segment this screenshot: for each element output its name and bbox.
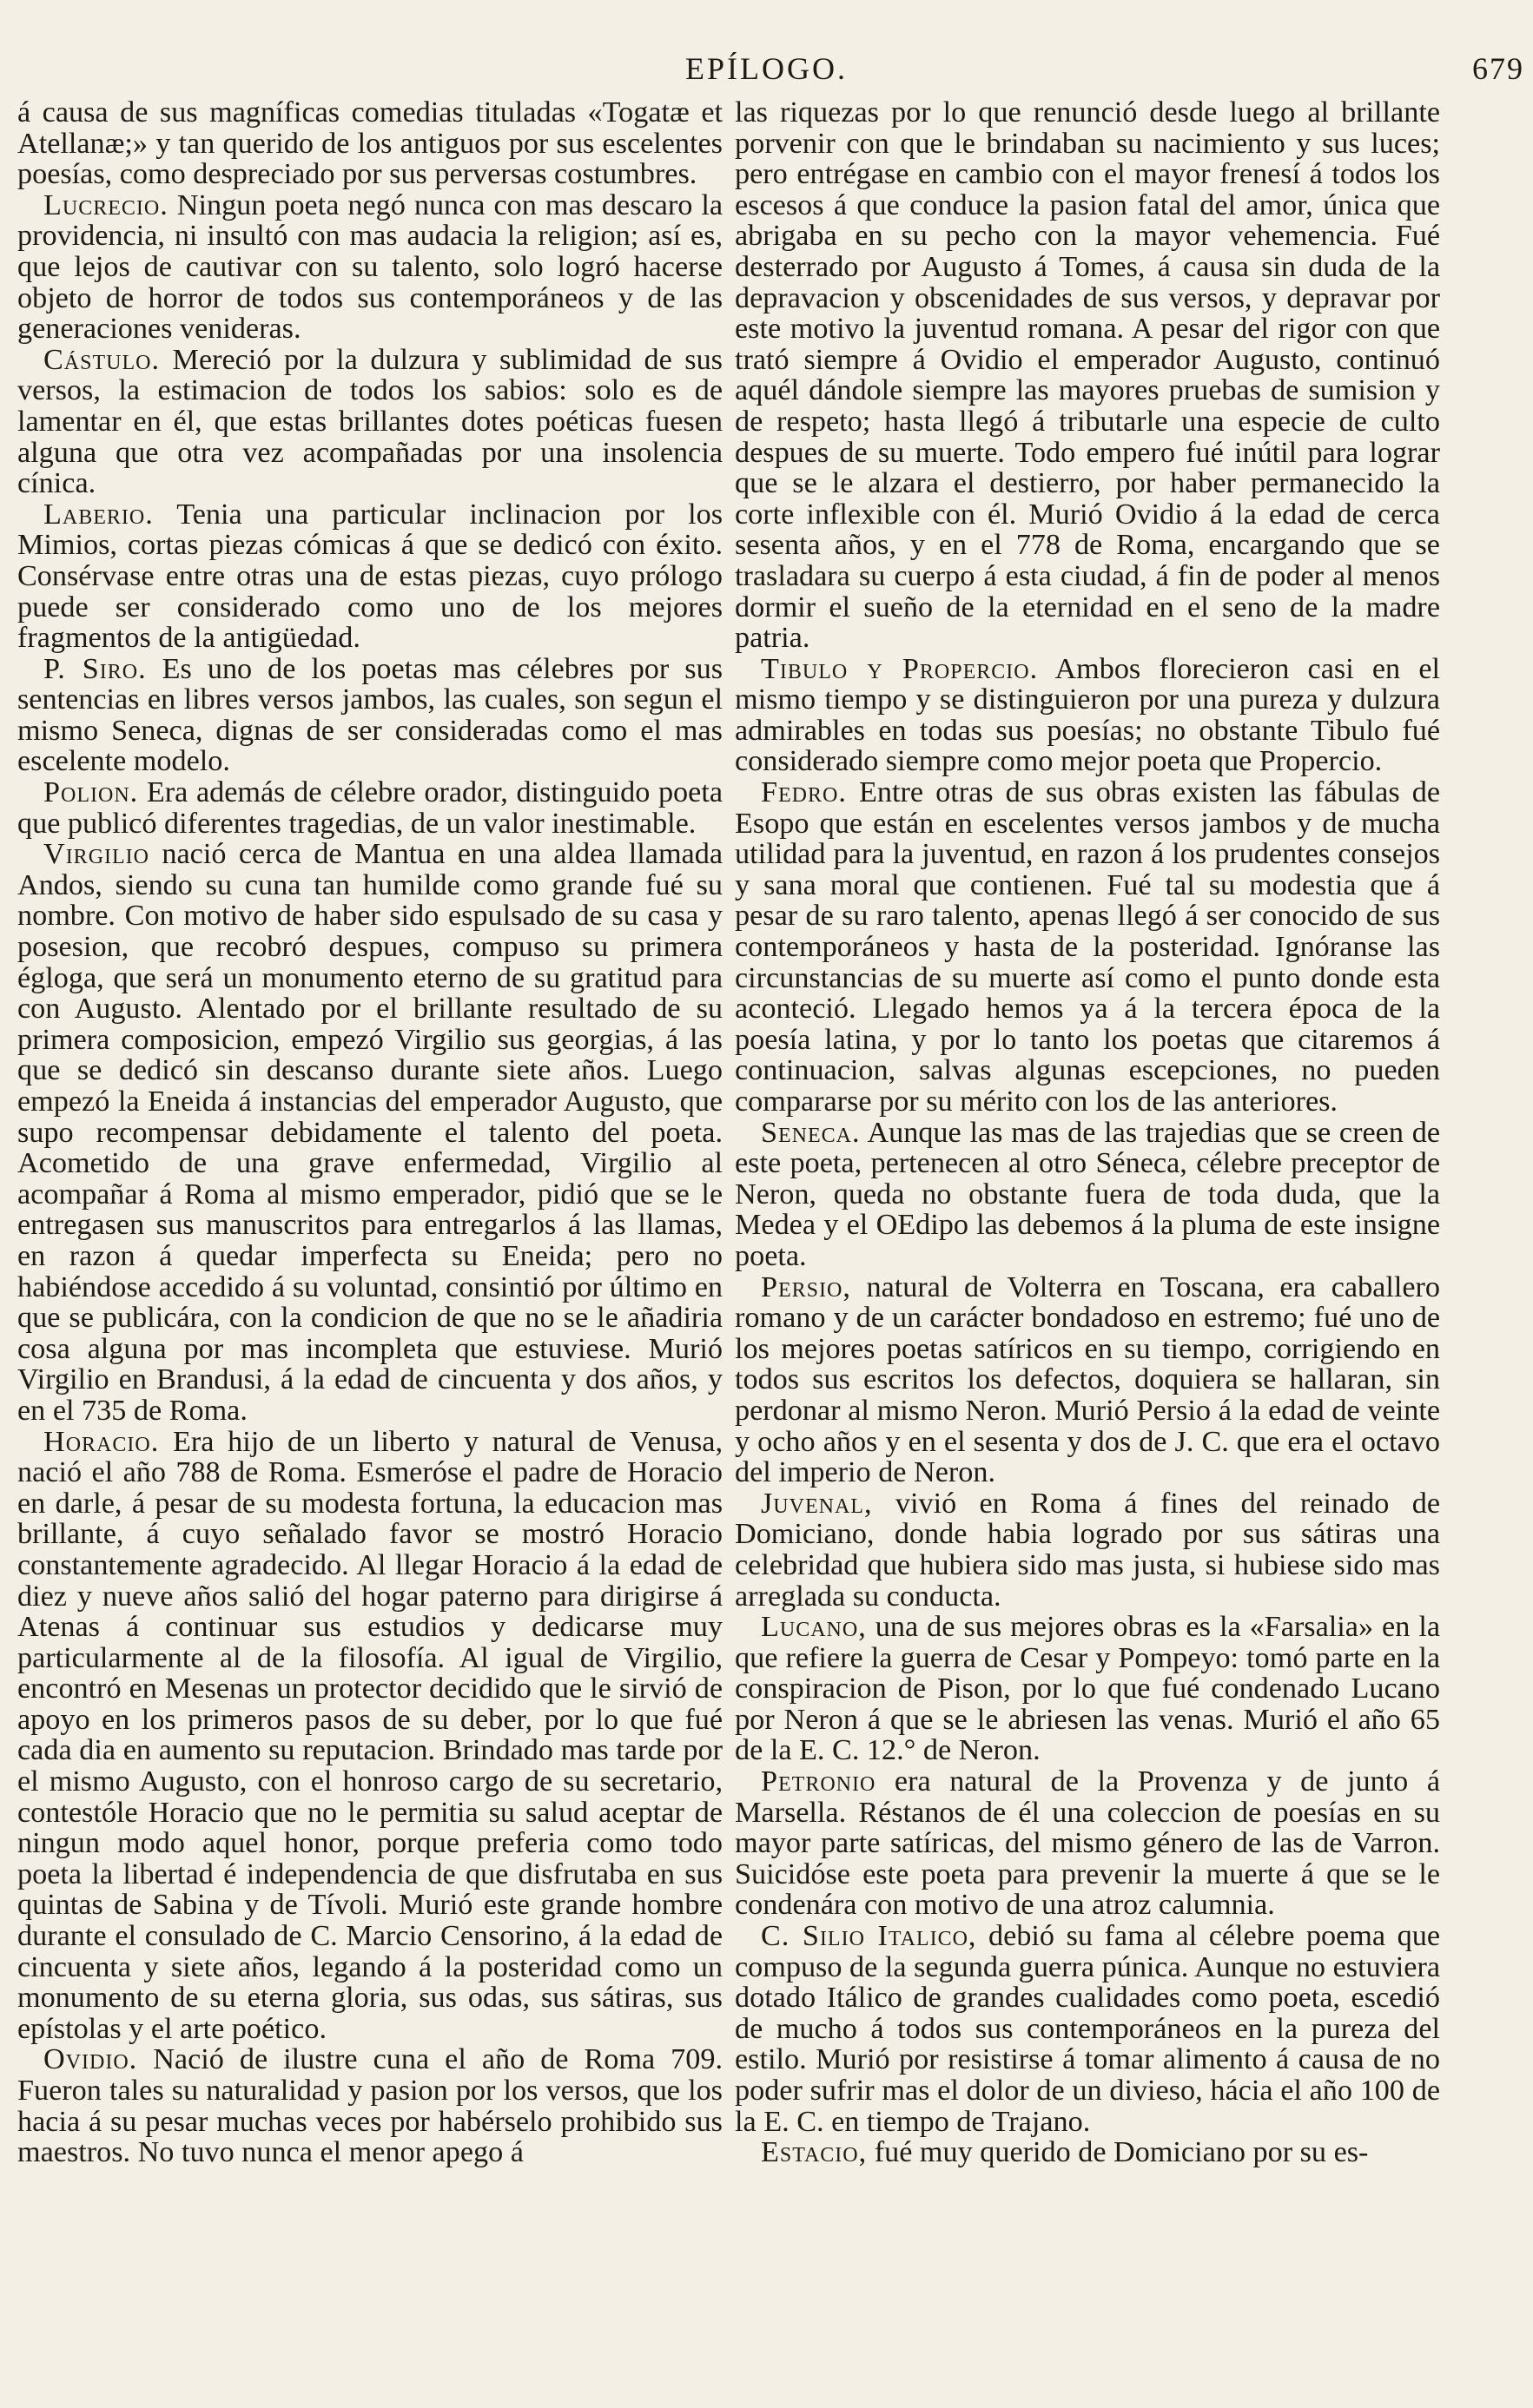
entry-lead: Ovidio. <box>43 2043 138 2076</box>
entry-lead: Lucano, <box>761 1611 867 1644</box>
running-title: EPÍLOGO. <box>685 51 848 86</box>
entry-lead: Tibulo y Propercio. <box>761 652 1039 685</box>
right-column <box>735 97 1440 2168</box>
entry-lead: Seneca. <box>761 1116 861 1149</box>
paragraph: Horacio. Era hijo de un liberto y natural de Venusa, nació el año 788 de Roma. Esmeróse el padre de Horacio en darle, á pesar de su modesta fortuna, la educacion mas brillante, á cuyo señalado favor se mostró Horacio constantemente agradecido. Al llegar Horacio á la edad de diez y nueve años salió del hogar paterno para dirigirse á Atenas á continuar sus estudios y dedicarse muy particularmente al de la filosofía. Al igual de Virgilio, encontró en Mesenas un protector decidido que le sirvió de apoyo en los primeros pasos de su deber, por lo que fué cada dia en aumento su reputacion. Brindado mas tarde por el mismo Augusto, con el honroso cargo de su secretario, contestóle Horacio que no le permitia su salud aceptar de ningun modo aquel honor, porque preferia como todo poeta la libertad é independencia de que disfrutaba en sus quintas de Sabina y de Tívoli. Murió este grande hombre durante el consulado de C. Marcio Censorino, á la edad de cincuenta y siete años, legando á la posteridad como un monumento de su eterna gloria, sus odas, sus sátiras, sus epístolas y el arte poético. <box>17 1425 723 2045</box>
entry-lead: Cástulo. <box>43 343 161 376</box>
paragraph: C. Silio Italico, debió su fama al célebre poema que compuso de la segunda guerra púnica. Aunque no estuviera dotado Itálico de grandes cualidades como poeta, escedió de mucho á todos sus contemporáneos en la pureza del estilo. Murió por resistirse á tomar alimento á causa de no poder sufrir mas el dolor de un divieso, hácia el año 100 de la E. C. en tiempo de Trajano. <box>735 1920 1440 2138</box>
paragraph: Estacio, fué muy querido de Domiciano por su es- <box>761 2136 1369 2169</box>
left-column <box>17 97 723 2168</box>
paragraph: Fedro. Entre otras de sus obras existen las fábulas de Esopo que están en escelentes versos jambos y de mucha utilidad para la juventud, en razon á los prudentes consejos y sana moral que contienen. Fué tal su modestia que á pesar de su raro talento, apenas llegó á ser conocido de sus contemporáneos y hasta de la posteridad. Ignóranse las circunstancias de su muerte así como el punto donde esta aconteció. Llegado hemos ya á la tercera época de la poesía latina, y por lo tanto los poetas que citaremos á continuacion, salvas algunas escepciones, no pueden compararse por su mérito con los de las anteriores. <box>735 776 1440 1118</box>
paragraph: Lucano, una de sus mejores obras es la «Farsalia» en la que refiere la guerra de Cesar y Pompeyo: tomó parte en la conspiracion de Pison, por lo que fué condenado Lucano por Neron á que se le abriesen las venas. Murió el año 65 de la E. C. 12.° de Neron. <box>735 1611 1440 1767</box>
entry-lead: P. Siro. <box>43 652 147 685</box>
entry-lead: C. Silio Italico, <box>761 1920 977 1953</box>
entry-lead: Juvenal, <box>761 1487 873 1520</box>
paragraph: las riquezas por lo que renunció desde luego al brillante porvenir con que le brindaban su nacimiento y sus luces; pero entrégase en cambio con el mayor frenesí á todos los escesos á que conduce la pasion fatal del amor, única que abrigaba en su pecho con la mayor vehemencia. Fué desterrado por Augusto á Tomes, á causa sin duda de la depravacion y obscenidades de sus versos, y depravar por este motivo la juventud romana. A pesar del rigor con que trató siempre á Ovidio el emperador Augusto, continuó aquél dándole siempre las mayores pruebas de sumision y de respeto; hasta llegó á tributarle una especie de culto despues de su muerte. Todo empero fué inútil para lograr que se le alzara el destierro, por haber permanecido la corte inflexible con él. Murió Ovidio á la edad de cerca sesenta años, y en el 778 de Roma, encargando que se trasladara su cuerpo á esta ciudad, á fin de poder al menos dormir el sueño de la eternidad en el seno de la madre patria. <box>735 96 1440 655</box>
page-number: 679 <box>1472 51 1524 86</box>
paragraph: Laberio. Tenia una particular inclinacion por los Mimios, cortas piezas cómicas á que se dedicó con éxito. Consérvase entre otras una de estas piezas, cuyo prólogo puede ser considerado como uno de los mejores fragmentos de la antigüedad. <box>17 498 723 655</box>
paragraph: Tibulo y Propercio. Ambos florecieron casi en el mismo tiempo y se distinguieron por una pureza y dulzura admirables en todas sus poesías; no obstante Tibulo fué considerado siempre como mejor poeta que Propercio. <box>735 652 1440 778</box>
paragraph: Polion. Era además de célebre orador, distinguido poeta que publicó diferentes tragedias, de un valor inestimable. <box>17 776 723 840</box>
paragraph: Lucrecio. Ningun poeta negó nunca con mas descaro la providencia, ni insultó con mas audacia la religion; así es, que lejos de cautivar con su talento, solo logró hacerse objeto de horror de todos sus contemporáneos y de las generaciones venideras. <box>17 188 723 346</box>
entry-lead: Polion. <box>43 776 139 809</box>
entry-lead: Horacio. <box>43 1425 160 1458</box>
entry-lead: Estacio, <box>761 2136 868 2169</box>
paragraph: Ovidio. Nació de ilustre cuna el año de Roma 709. Fueron tales su naturalidad y pasion por los versos, que los hacia á su pesar muchas veces por habérselo prohibido sus maestros. No tuvo nunca el menor apego á <box>17 2043 723 2169</box>
entry-lead: Virgilio <box>43 838 149 871</box>
paragraph: P. Siro. Es uno de los poetas mas célebres por sus sentencias en libres versos jambos, las cuales, son segun el mismo Seneca, dignas de ser consideradas como el mas escelente modelo. <box>17 652 723 778</box>
page-header <box>0 50 1533 102</box>
entry-lead: Petronio <box>761 1765 876 1798</box>
paragraph: Petronio era natural de la Provenza y de junto á Marsella. Réstanos de él una coleccion de poesías en su mayor parte satíricas, del mismo género de las de Varron. Suicidóse este poeta para prevenir la muerte á que se le condenára con motivo de una atroz calumnia. <box>735 1765 1440 1922</box>
paragraph: á causa de sus magníficas comedias tituladas «Togatæ et Atellanæ;» y tan querido de los antiguos por sus escelentes poesías, como despreciado por sus perversas costumbres. <box>17 96 723 191</box>
paragraph: Cástulo. Mereció por la dulzura y sublimidad de sus versos, la estimacion de todos los sabios: solo es de lamentar en él, que estas brillantes dotes poéticas fuesen alguna que otra vez acompañadas por una insolencia cínica. <box>17 343 723 500</box>
entry-lead: Lucrecio. <box>43 188 168 221</box>
paragraph: Persio, natural de Volterra en Toscana, era caballero romano y de un carácter bondadoso en estremo; fué uno de los mejores poetas satíricos en su tiempo, corrigiendo en todos sus escritos los defectos, doquiera se hallaran, sin perdonar al mismo Neron. Murió Persio á la edad de veinte y ocho años y en el sesenta y dos de J. C. que era el octavo del imperio de Neron. <box>735 1270 1440 1489</box>
paragraph: Virgilio nació cerca de Mantua en una aldea llamada Andos, siendo su cuna tan humilde como grande fué su nombre. Con motivo de haber sido espulsado de su casa y posesion, que recobró despues, compuso su primera égloga, que será un monumento eterno de su gratitud para con Augusto. Alentado por el brillante resultado de su primera composicion, empezó Virgilio sus georgias, á las que se dedicó sin descanso durante siete años. Luego empezó la Eneida á instancias del emperador Augusto, que supo recompensar debidamente el talento del poeta. Acometido de una grave enfermedad, Virgilio al acompañar á Roma al mismo emperador, pidió que se le entregasen sus manuscritos para entregarlos á las llamas, en razon á quedar imperfecta su Eneida; pero no habiéndose accedido á su voluntad, consintió por último en que se publicára, con la condicion de que no se le añadiria cosa alguna por mas incompleta que estuviese. Murió Virgilio en Brandusi, á la edad de cincuenta y dos años, y en el 735 de Roma. <box>17 838 723 1427</box>
entry-lead: Persio, <box>761 1270 851 1303</box>
paragraph: Seneca. Aunque las mas de las trajedias que se creen de este poeta, pertenecen al otro Séneca, célebre preceptor de Neron, queda no obstante fuera de toda duda, que la Medea y el OEdipo las debemos á la pluma de este insigne poeta. <box>735 1116 1440 1272</box>
entry-lead: Fedro. <box>761 776 847 809</box>
paragraph: Juvenal, vivió en Roma á fines del reinado de Domiciano, donde habia logrado por sus sátiras una celebridad que hubiera sido mas justa, si hubiese sido mas arreglada su conducta. <box>735 1487 1440 1613</box>
entry-lead: Laberio. <box>43 498 154 531</box>
